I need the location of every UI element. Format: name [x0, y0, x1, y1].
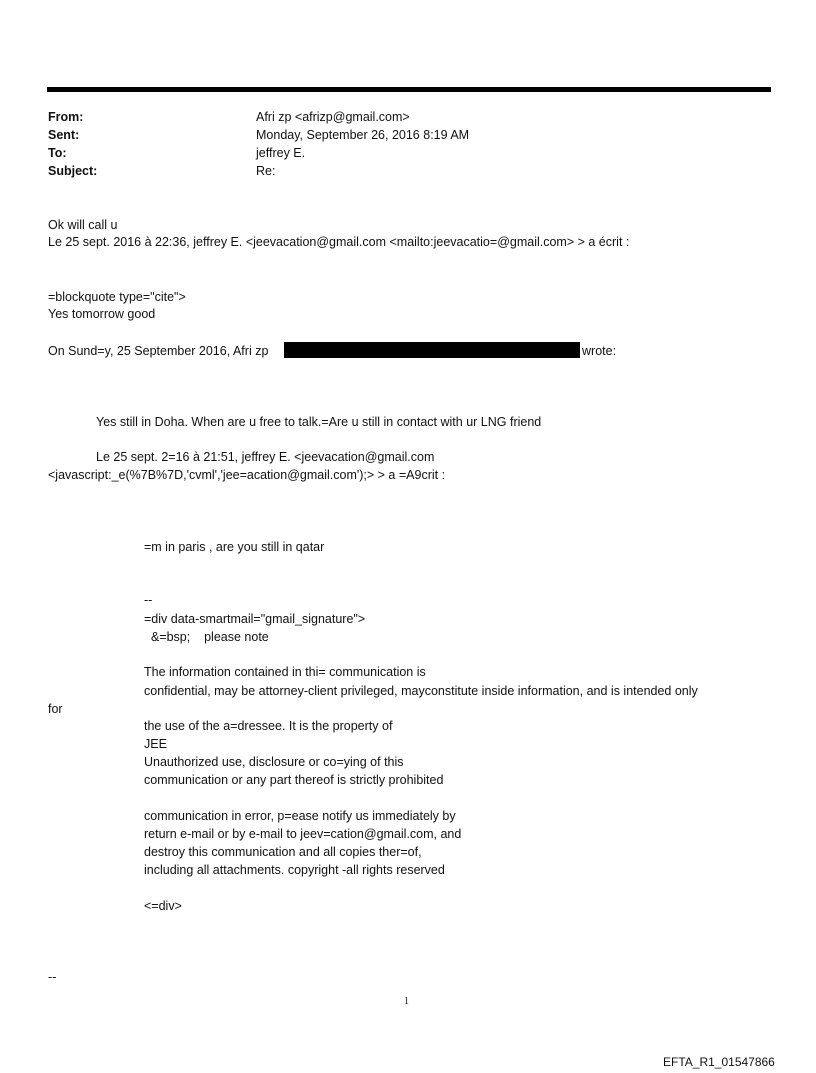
- body-line: return e-mail or by e-mail to jeev=cation@gmail.com, and: [144, 827, 462, 841]
- body-line: communication or any part thereof is strictly prohibited: [144, 773, 444, 787]
- body-line: <=div>: [144, 899, 182, 913]
- body-line: communication in error, p=ease notify us immediately by: [144, 809, 456, 823]
- body-line: On Sund=y, 25 September 2016, Afri zp: [48, 344, 269, 358]
- subject-label: Subject:: [48, 164, 98, 178]
- redaction-bar: [284, 342, 580, 358]
- to-label: To:: [48, 146, 67, 160]
- body-line: for: [48, 702, 63, 716]
- body-line: JEE: [144, 737, 167, 751]
- body-line: <javascript:_e(%7B%7D,'cvml','jee=acation@gmail.com');> > a =A9crit :: [48, 468, 446, 482]
- body-line: Unauthorized use, disclosure or co=ying of this: [144, 755, 404, 769]
- header-rule: [47, 87, 771, 92]
- body-line: --: [144, 593, 153, 607]
- to-value: jeffrey E.: [256, 146, 306, 160]
- sent-value: Monday, September 26, 2016 8:19 AM: [256, 128, 470, 142]
- body-line: Ok will call u: [48, 218, 118, 232]
- body-line: the use of the a=dressee. It is the property of: [144, 719, 393, 733]
- body-line: Le 25 sept. 2016 à 22:36, jeffrey E. <jeevacation@gmail.com <mailto:jeevacatio=@gmail.com> > a écrit :: [48, 235, 630, 249]
- from-value: Afri zp <afrizp@gmail.com>: [256, 110, 410, 124]
- body-line: &=bsp; please note: [144, 630, 269, 644]
- body-line: =m in paris , are you still in qatar: [144, 540, 325, 554]
- page-number: 1: [404, 996, 409, 1007]
- body-line: Le 25 sept. 2=16 à 21:51, jeffrey E. <jeevacation@gmail.com: [96, 450, 435, 464]
- body-line: including all attachments. copyright -all rights reserved: [144, 863, 445, 877]
- body-line: destroy this communication and all copies ther=of,: [144, 845, 422, 859]
- subject-value: Re:: [256, 164, 276, 178]
- body-line: Yes still in Doha. When are u free to talk.=Are u still in contact with ur LNG friend: [96, 415, 542, 429]
- from-label: From:: [48, 110, 84, 124]
- body-line: --: [48, 970, 57, 984]
- body-line: The information contained in thi= communication is: [144, 665, 426, 679]
- document-id: EFTA_R1_01547866: [663, 1055, 775, 1069]
- body-line: wrote:: [582, 344, 617, 358]
- body-line: Yes tomorrow good: [48, 307, 156, 321]
- body-line: confidential, may be attorney-client privileged, mayconstitute inside information, and is intended only: [144, 684, 698, 698]
- body-line: =div data-smartmail="gmail_signature">: [144, 612, 366, 626]
- sent-label: Sent:: [48, 128, 80, 142]
- body-line: =blockquote type="cite">: [48, 290, 186, 304]
